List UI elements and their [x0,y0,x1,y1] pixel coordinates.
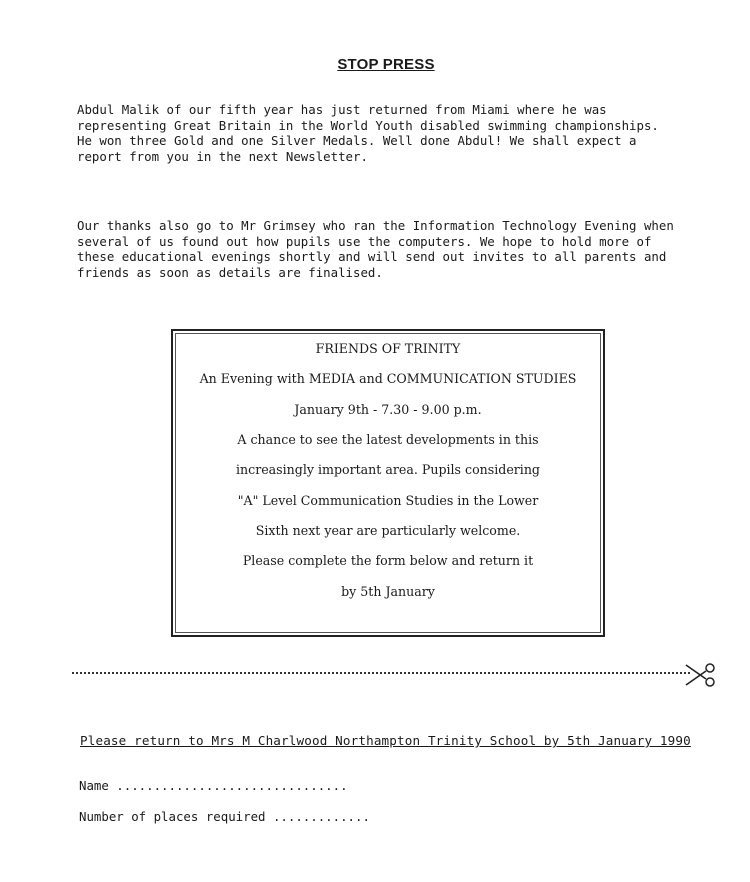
paragraph-line: Our thanks also go to Mr Grimsey who ran the Information Technology Evening when [77,218,674,233]
notice-line: increasingly important area. Pupils considering [236,462,540,477]
paragraph-line: these educational evenings shortly and will send out invites to all parents and [77,249,667,264]
notice-date: January 9th - 7.30 - 9.00 p.m. [294,402,482,417]
paragraph-line: representing Great Britain in the World Youth disabled swimming championships. [77,117,659,133]
paragraph-line: friends as soon as details are finalised. [77,264,383,280]
paragraph-line: He won three Gold and one Silver Medals. Well done Abdul! We shall expect a [77,133,637,148]
notice-line: An Evening with MEDIA and COMMUNICATION STUDIES [199,371,577,386]
notice-line: A chance to see the latest developments in this [237,432,539,447]
notice-title: FRIENDS OF TRINITY [315,341,461,356]
paragraph-line: report from you in the next Newsletter. [77,148,368,164]
notice-line: Please complete the form below and return it [242,553,534,568]
scissors-icon [684,660,718,690]
notice-deadline: by 5th January [341,584,435,599]
event-notice-box [171,329,605,637]
name-field: Name ............................... [79,778,348,793]
paragraph-thanks [77,218,717,280]
return-instruction: Please return to Mrs M Charlwood Northampton Trinity School by 5th January 1990 [80,733,691,748]
notice-line: Sixth next year are particularly welcome. [255,523,521,538]
places-required-field: Number of places required ............. [79,809,370,824]
paragraph-line: Abdul Malik of our fifth year has just returned from Miami where he was [77,102,607,117]
page-title: STOP PRESS [337,56,435,73]
cut-here-line [72,672,690,674]
paragraph-abdul-malik [77,102,717,164]
paragraph-line: several of us found out how pupils use the computers. We hope to hold more of [77,233,652,249]
notice-line: "A" Level Communication Studies in the Lower [237,493,539,508]
